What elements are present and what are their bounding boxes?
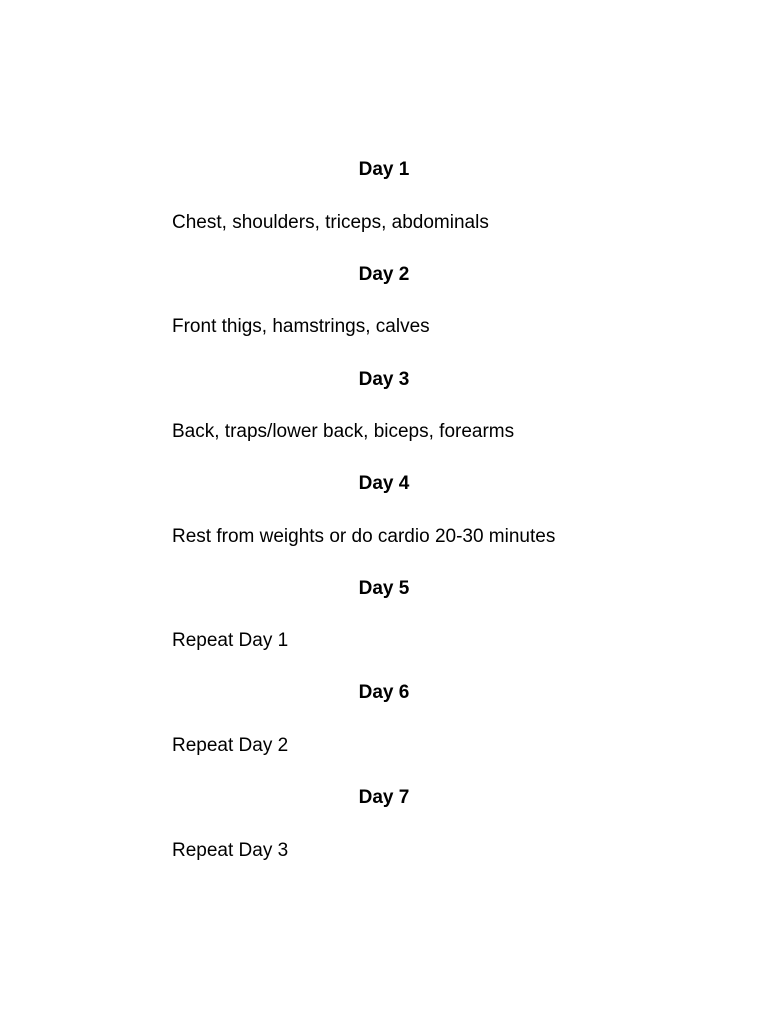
day-6-heading: Day 6 xyxy=(358,682,410,703)
day-3-heading: Day 3 xyxy=(358,369,410,390)
day-7-heading: Day 7 xyxy=(358,787,410,808)
day-4-plan: Rest from weights or do cardio 20-30 minutes xyxy=(172,526,556,547)
day-1-plan: Chest, shoulders, triceps, abdominals xyxy=(172,212,489,233)
day-6-plan: Repeat Day 2 xyxy=(172,735,289,756)
day-3-plan: Back, traps/lower back, biceps, forearms xyxy=(172,421,515,442)
day-2-heading: Day 2 xyxy=(358,264,410,285)
day-5-heading: Day 5 xyxy=(358,578,410,599)
day-1-heading: Day 1 xyxy=(358,159,410,180)
day-7-plan: Repeat Day 3 xyxy=(172,840,289,861)
day-5-plan: Repeat Day 1 xyxy=(172,630,289,651)
day-2-plan: Front thigs, hamstrings, calves xyxy=(172,316,430,337)
day-4-heading: Day 4 xyxy=(358,473,410,494)
